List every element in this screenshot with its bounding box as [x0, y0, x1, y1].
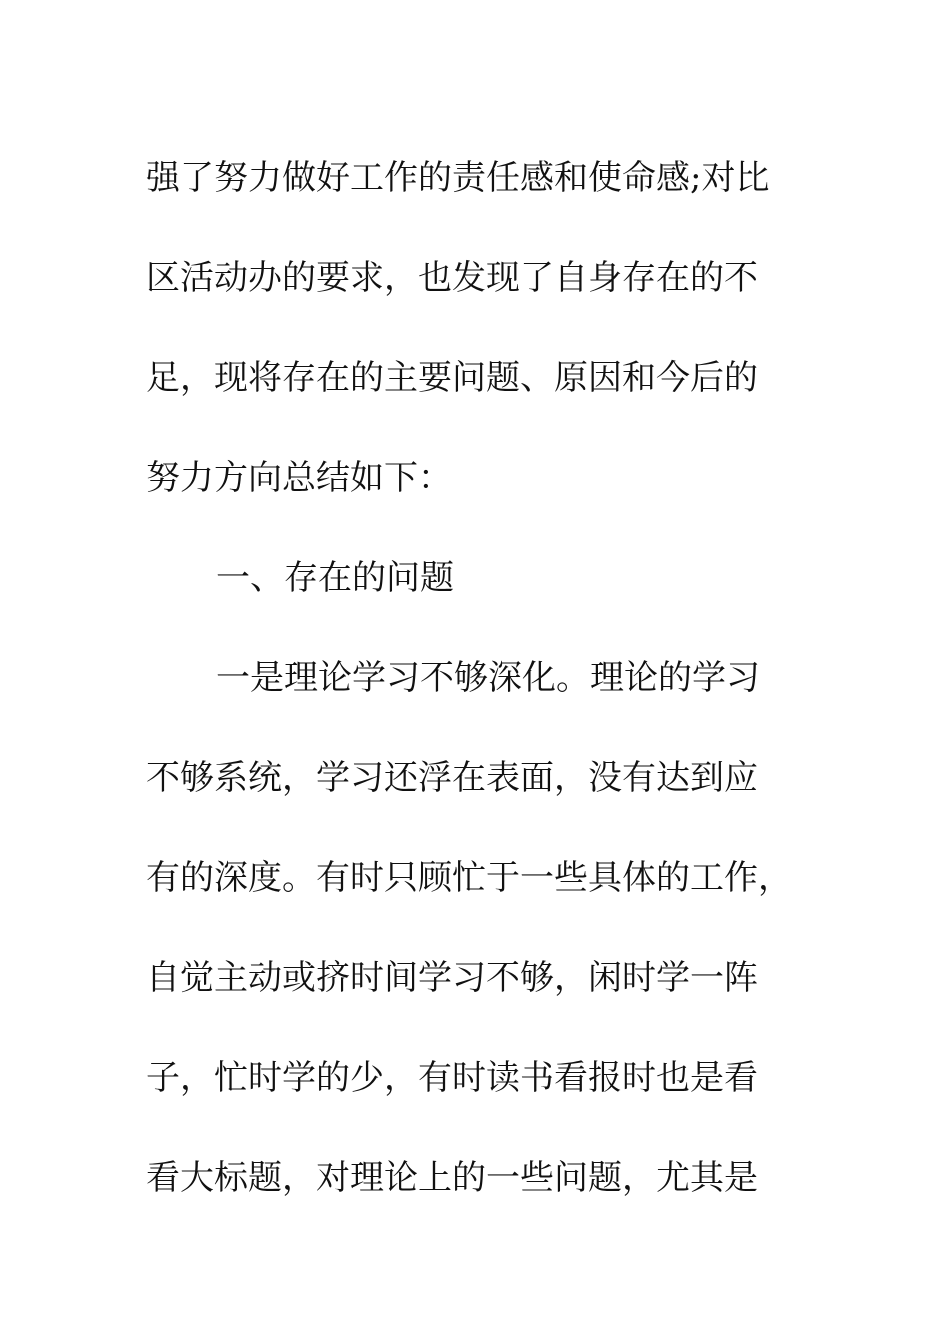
paragraph-line: 区活动办的要求，也发现了自身存在的不 [146, 258, 758, 298]
paragraph-line: 有的深度。有时只顾忙于一些具体的工作， [146, 858, 792, 898]
paragraph-line: 足，现将存在的主要问题、原因和今后的 [146, 358, 758, 398]
paragraph-line: 自觉主动或挤时间学习不够，闲时学一阵 [146, 958, 758, 998]
paragraph-line: 努力方向总结如下： [146, 458, 452, 498]
paragraph-line: 强了努力做好工作的责任感和使命感;对比 [146, 158, 770, 198]
paragraph-line: 一是理论学习不够深化。理论的学习 [216, 658, 760, 698]
paragraph-line: 不够系统，学习还浮在表面，没有达到应 [146, 758, 758, 798]
section-heading: 一、存在的问题 [216, 558, 454, 598]
paragraph-line: 看大标题，对理论上的一些问题，尤其是 [146, 1158, 758, 1198]
document-body [146, 128, 806, 1228]
paragraph-line: 子，忙时学的少，有时读书看报时也是看 [146, 1058, 758, 1098]
